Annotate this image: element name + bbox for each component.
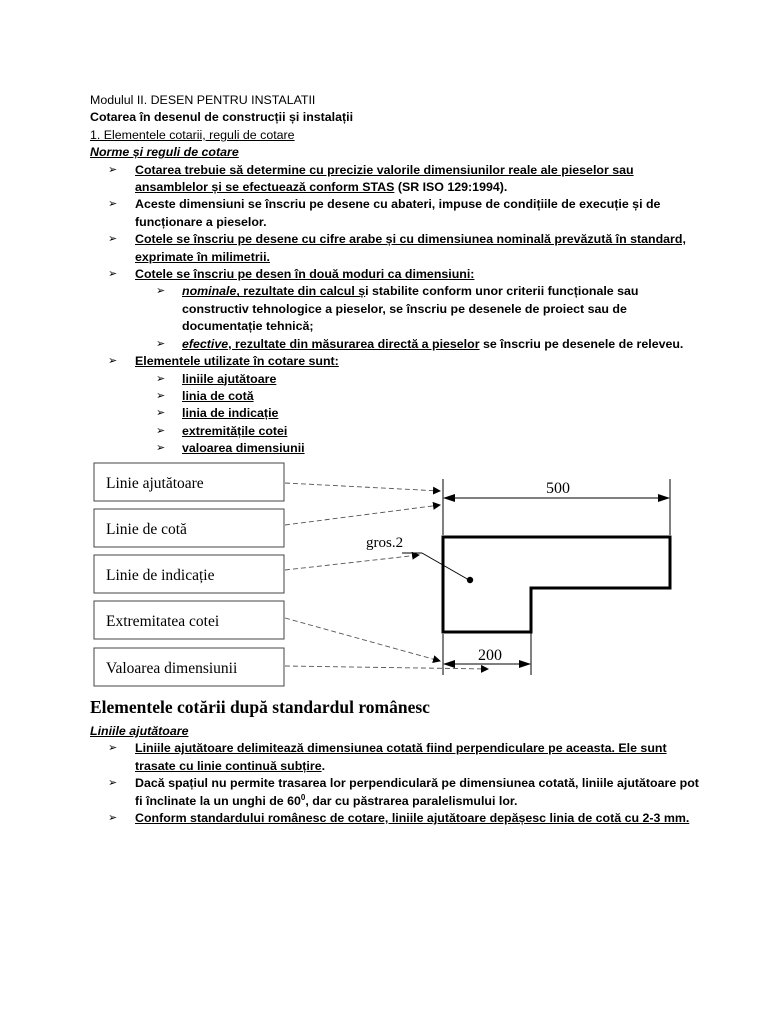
arrowhead-bullet-icon: ➢ xyxy=(156,285,166,298)
arrowhead-bullet-icon: ➢ xyxy=(156,424,166,437)
pointer-arrow xyxy=(285,666,488,669)
dimension-value: 500 xyxy=(546,480,570,497)
element-label: extremitățile cotei xyxy=(182,423,288,438)
subrule-continuation: documentație tehnică; xyxy=(182,319,314,334)
element-label: linia de indicație xyxy=(182,406,279,421)
thickness-note: gros.2 xyxy=(366,535,404,551)
norms-heading: Norme și reguli de cotare xyxy=(90,145,239,160)
arrowhead-bullet-icon: ➢ xyxy=(108,742,118,755)
rule-item xyxy=(90,231,690,248)
rule-text: Cotele se înscriu pe desene cu cifre arabe și cu dimensiunea nominală prevăzută în standard, xyxy=(135,232,686,247)
part-outline xyxy=(443,537,670,632)
subrule-continuation: constructiv tehnologice a pieselor, se înscriu pe desenele de proiect sau de xyxy=(182,301,627,316)
document-body xyxy=(90,92,690,458)
rule-text: Aceste dimensiuni se înscriu pe desene cu abateri, impuse de condițiile de execuție și de xyxy=(135,197,661,212)
pointer-arrow xyxy=(285,555,419,570)
arrowhead-bullet-icon: ➢ xyxy=(156,372,166,385)
aux-rule-continuation xyxy=(90,793,690,810)
rule-text: Cotele se înscriu pe desen în două moduri ca dimensiuni: xyxy=(135,267,475,282)
subrule-text: i stabilite conform unor criterii funcționale sau xyxy=(365,284,639,299)
subrule-item xyxy=(90,336,690,353)
element-label: linia de cotă xyxy=(182,388,254,403)
element-list-item xyxy=(90,388,690,405)
element-list-item xyxy=(90,405,690,422)
label-box-text: Linie ajutătoare xyxy=(106,475,204,492)
aux-rule-item xyxy=(90,775,699,792)
label-box xyxy=(94,509,284,547)
aux-rule-item xyxy=(90,810,690,827)
rule-text: Cotarea trebuie să determine cu precizie valorile dimensiunilor reale ale pieselor sau xyxy=(135,162,634,177)
pointer-arrow xyxy=(285,505,440,525)
aux-rule-text: fi înclinate la un unghi de 60 xyxy=(135,793,301,808)
dimension-value: 200 xyxy=(478,647,502,664)
arrowhead-bullet-icon: ➢ xyxy=(156,389,166,402)
rule-text: Elementele utilizate în cotare sunt: xyxy=(135,354,339,369)
element-list-item xyxy=(90,371,690,388)
leader-line xyxy=(422,553,469,580)
arrowhead-bullet-icon: ➢ xyxy=(156,337,166,350)
label-box xyxy=(94,601,284,639)
element-label: liniile ajutătoare xyxy=(182,371,277,386)
section-subheading: Liniile ajutătoare xyxy=(90,724,189,738)
label-box xyxy=(94,555,284,593)
subrule-text: se înscriu pe desenele de releveu. xyxy=(479,336,684,351)
aux-rule-text: . xyxy=(321,758,326,773)
arrowhead-bullet-icon: ➢ xyxy=(108,233,118,246)
document-subtitle: Cotarea în desenul de construcții și instalații xyxy=(90,110,354,125)
aux-rule-text: Liniile ajutătoare delimitează dimensiunea cotată fiind perpendiculare pe aceasta. Ele sunt xyxy=(135,741,667,756)
rule-continuation xyxy=(90,179,690,196)
module-title: Modulul II. DESEN PENTRU INSTALATII xyxy=(90,93,316,107)
term-efective: efective xyxy=(182,336,229,351)
subrule-text: , rezultate din calcul ș xyxy=(236,284,366,299)
rule-continuation: exprimate în milimetrii. xyxy=(135,249,270,264)
label-box-text: Valoarea dimensiunii xyxy=(106,660,238,677)
subrule-item xyxy=(90,283,690,300)
label-box-text: Linie de indicație xyxy=(106,567,215,584)
aux-lines-section xyxy=(90,723,699,827)
degree-superscript: 0 xyxy=(300,792,306,802)
aux-rule-text: , dar cu păstrarea paralelismului lor. xyxy=(305,793,518,808)
element-list-item xyxy=(90,423,690,440)
term-nominale: nominale xyxy=(182,284,237,299)
label-box xyxy=(94,648,284,686)
label-box-text: Linie de cotă xyxy=(106,521,187,538)
aux-rule-continuation xyxy=(90,758,690,775)
figure-caption: Elementele cotării după standardul românesc xyxy=(90,697,430,717)
rule-item xyxy=(90,266,690,283)
label-box xyxy=(94,463,284,501)
arrowhead-bullet-icon: ➢ xyxy=(108,355,118,368)
arrowhead-bullet-icon: ➢ xyxy=(156,407,166,420)
rule-item xyxy=(90,353,690,370)
rule-item xyxy=(90,162,690,179)
arrowhead-bullet-icon: ➢ xyxy=(108,812,118,825)
rule-text: ansamblelor și se efectuează conform STAS xyxy=(135,180,395,195)
aux-rule-text: Conform standardului românesc de cotare, liniile ajutătoare depășesc linia de cotă cu 2-3 mm. xyxy=(135,811,690,826)
pointer-arrow xyxy=(285,483,440,491)
aux-rule-text: Dacă spațiul nu permite trasarea lor perpendiculară pe dimensiunea cotată, liniile ajutătoare pot xyxy=(135,776,699,791)
leader-dot xyxy=(467,577,473,583)
label-box-text: Extremitatea cotei xyxy=(106,613,220,630)
pointer-arrow xyxy=(285,618,440,661)
dimensioning-figure xyxy=(90,455,690,695)
arrowhead-bullet-icon: ➢ xyxy=(108,777,118,790)
element-label: valoarea dimensiunii xyxy=(182,441,305,456)
arrowhead-bullet-icon: ➢ xyxy=(108,198,118,211)
arrowhead-bullet-icon: ➢ xyxy=(108,163,118,176)
aux-rule-text: trasate cu linie continuă subțire xyxy=(135,758,322,773)
subrule-text: , rezultate din măsurarea directă a pieselor xyxy=(228,336,480,351)
rule-continuation: funcționare a pieselor. xyxy=(135,214,267,229)
rule-item xyxy=(90,196,690,213)
arrowhead-bullet-icon: ➢ xyxy=(156,442,166,455)
aux-rule-item xyxy=(90,740,690,757)
rule-text: (SR ISO 129:1994). xyxy=(394,180,508,195)
section-heading: 1. Elementele cotarii, reguli de cotare xyxy=(90,127,295,142)
arrowhead-bullet-icon: ➢ xyxy=(108,268,118,281)
